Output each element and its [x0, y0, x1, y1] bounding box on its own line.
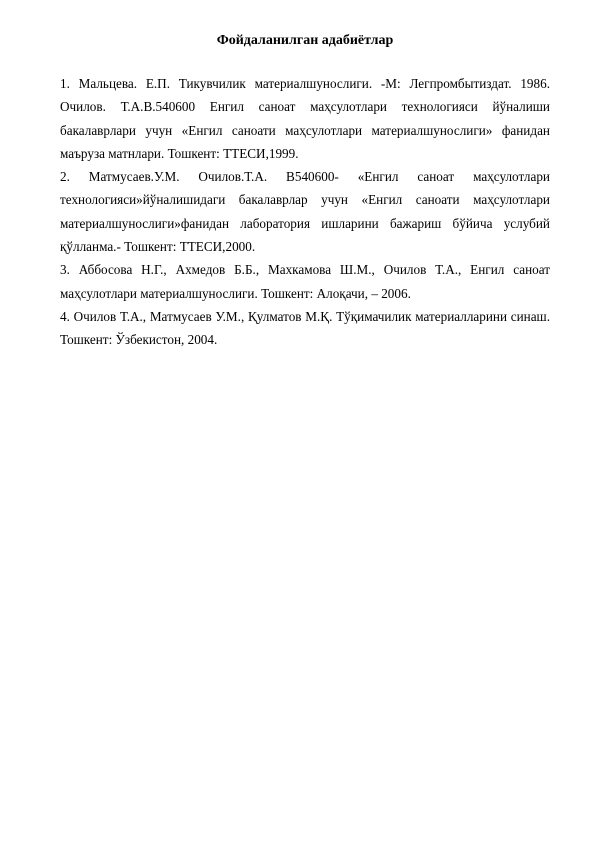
reference-number: 1.	[60, 76, 70, 91]
reference-text: Матмусаев.У.М. Очилов.Т.А. В540600- «Енгил саноат маҳсулотлари технологияси»йўналишидаги бакалаврлар учун «Енгил саноати маҳсулотлари материалшунослиги»фанидан лаборатория ишларини бажариш бўйича услубий қўлланма.- Тошкент: ТТЕСИ,2000.	[60, 169, 550, 255]
reference-item-1	[60, 72, 550, 165]
reference-text: Мальцева. Е.П. Тикувчилик материалшунослиги. -М: Легпромбытиздат. 1986. Очилов. Т.А.В.540600 Енгил саноат маҳсулотлари технологияси йўналиши бакалаврлари учун «Енгил саноати маҳсулотлари материалшунослиги» фанидан маъруза матнлари. Тошкент: ТТЕСИ,1999.	[60, 76, 550, 161]
reference-item-2	[60, 165, 550, 258]
reference-number: 4.	[60, 308, 70, 324]
reference-text: Аббосова Н.Г., Ахмедов Б.Б., Махкамова Ш.М., Очилов Т.А., Енгил саноат маҳсулотлари материалшунослиги. Тошкент: Алоқачи, – 2006.	[60, 262, 550, 301]
reference-item-4	[60, 305, 550, 352]
page-title: Фойдаланилган адабиётлар	[216, 33, 394, 48]
reference-item-3	[60, 258, 550, 305]
reference-text: Очилов Т.А., Матмусаев У.М., Қулматов М.Қ. Тўқимачилик материалларини синаш. Тошкент: Ўзбекистон, 2004.	[60, 308, 551, 348]
document-page	[60, 0, 550, 352]
reference-number: 2.	[60, 169, 70, 185]
reference-list	[60, 72, 550, 352]
reference-number: 3.	[60, 262, 70, 278]
